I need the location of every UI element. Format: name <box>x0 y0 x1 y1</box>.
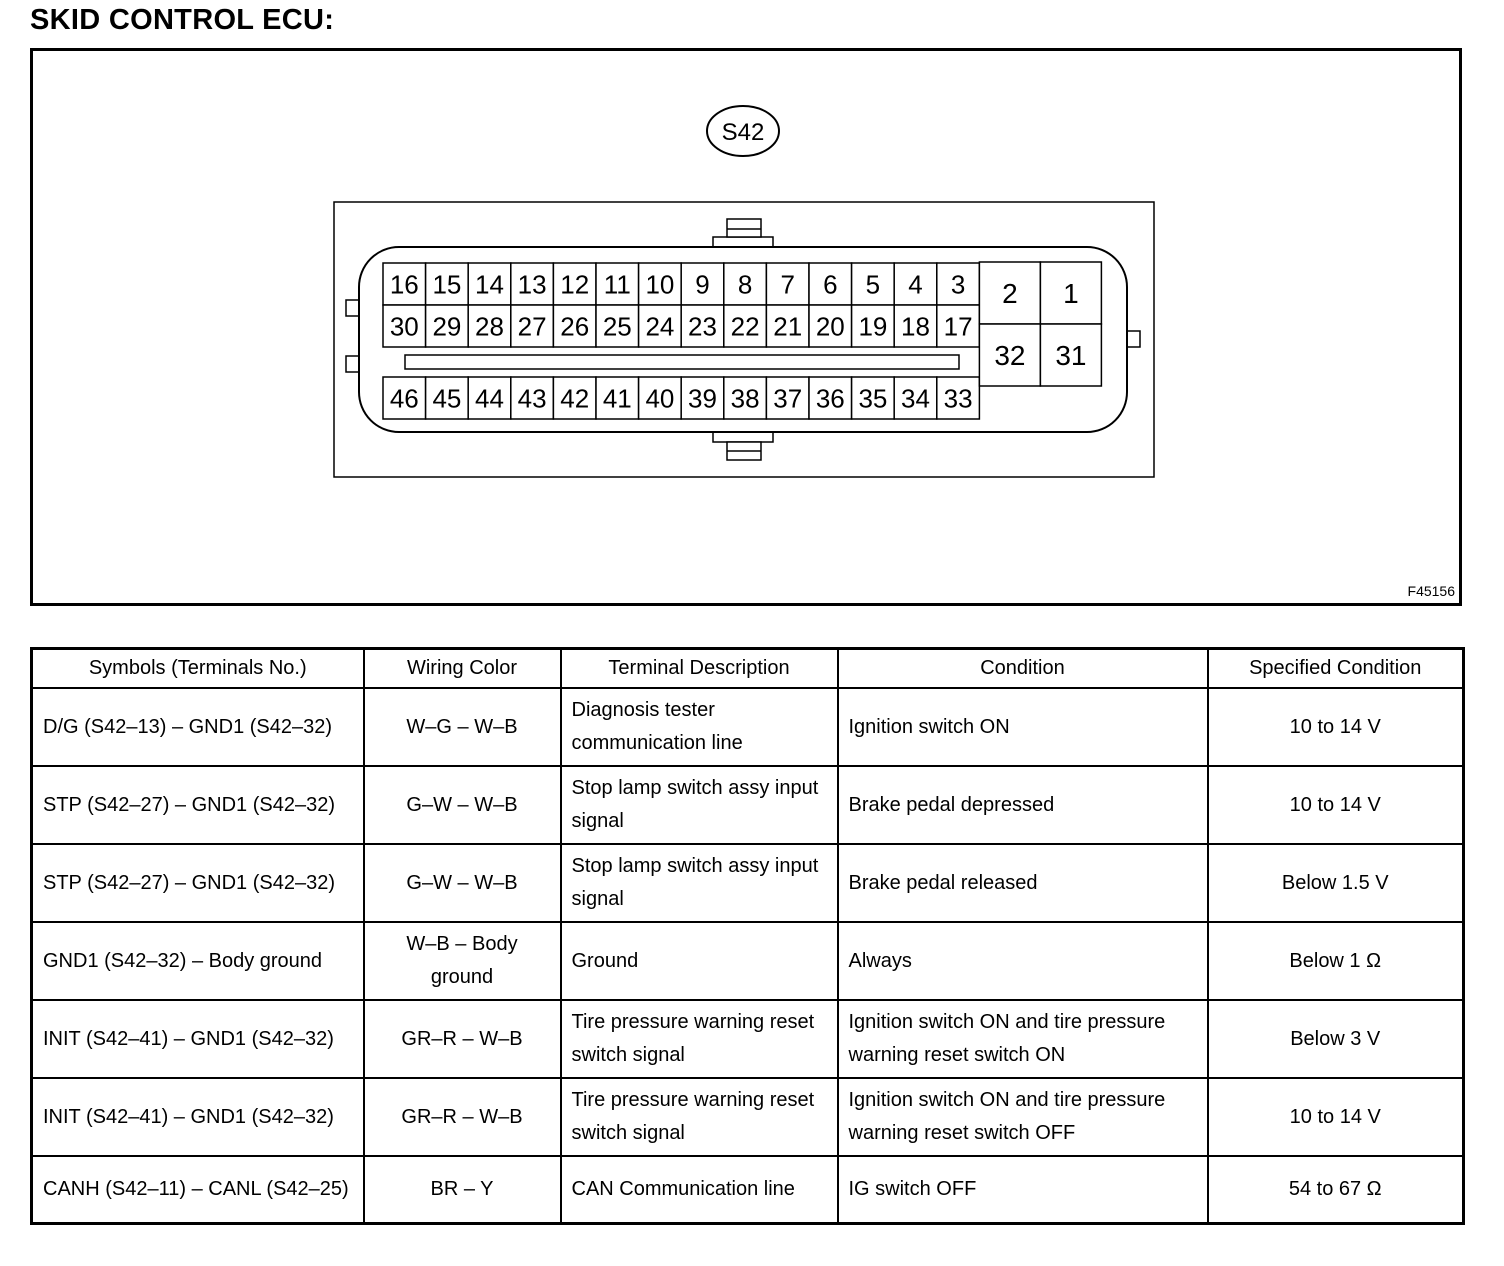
cell-condition: Brake pedal released <box>838 844 1208 922</box>
cell-condition: Ignition switch ON <box>838 688 1208 766</box>
terminal-17-label: 17 <box>943 311 973 342</box>
terminal-40-label: 40 <box>645 383 675 414</box>
cell-specified: 10 to 14 V <box>1208 688 1464 766</box>
terminal-14-label: 14 <box>475 269 504 300</box>
terminal-34-label: 34 <box>901 383 930 414</box>
cell-specified: 10 to 14 V <box>1208 766 1464 844</box>
terminal-19-label: 19 <box>858 311 888 342</box>
terminal-29-label: 29 <box>432 311 462 342</box>
terminal-spec-table <box>30 647 1465 1225</box>
cell-specified: 10 to 14 V <box>1208 1078 1464 1156</box>
terminal-36-label: 36 <box>815 383 845 414</box>
cell-condition: Brake pedal depressed <box>838 766 1208 844</box>
cell-condition: IG switch OFF <box>838 1156 1208 1223</box>
figure-code: F45156 <box>1407 583 1455 599</box>
table-row <box>32 1000 1464 1078</box>
terminal-30-label: 30 <box>389 311 419 342</box>
table-row <box>32 922 1464 1000</box>
cell-condition: Ignition switch ON and tire pressure warning reset switch OFF <box>838 1078 1208 1156</box>
cell-description: Stop lamp switch assy input signal <box>561 766 838 844</box>
cell-symbols: INIT (S42–41) – GND1 (S42–32) <box>32 1000 364 1078</box>
terminal-11-label: 11 <box>603 269 631 300</box>
header-symbols: Symbols (Terminals No.) <box>32 649 364 689</box>
header-specified-condition: Specified Condition <box>1208 649 1464 689</box>
terminal-38-label: 38 <box>730 383 760 414</box>
cell-specified: Below 3 V <box>1208 1000 1464 1078</box>
cell-symbols: STP (S42–27) – GND1 (S42–32) <box>32 766 364 844</box>
terminal-20-label: 20 <box>815 311 845 342</box>
terminal-12-label: 12 <box>560 269 590 300</box>
terminal-26-label: 26 <box>560 311 590 342</box>
cell-symbols: D/G (S42–13) – GND1 (S42–32) <box>32 688 364 766</box>
cell-wiring: BR – Y <box>364 1156 561 1223</box>
terminal-16-label: 16 <box>389 269 419 300</box>
connector-diagram <box>33 51 1459 603</box>
header-condition: Condition <box>838 649 1208 689</box>
left-tab-upper <box>346 300 360 316</box>
terminal-9-label: 9 <box>695 269 710 300</box>
terminal-18-label: 18 <box>901 311 930 342</box>
cell-wiring: W–B – Body ground <box>364 922 561 1000</box>
terminal-28-label: 28 <box>475 311 504 342</box>
terminal-44-label: 44 <box>475 383 504 414</box>
cell-description: Ground <box>561 922 838 1000</box>
terminal-35-label: 35 <box>858 383 888 414</box>
terminal-27-label: 27 <box>517 311 547 342</box>
cell-wiring: G–W – W–B <box>364 844 561 922</box>
page-title: SKID CONTROL ECU: <box>30 4 335 36</box>
cell-specified: 54 to 67 Ω <box>1208 1156 1464 1223</box>
center-slot <box>405 355 959 369</box>
cell-description: Tire pressure warning reset switch signal <box>561 1000 838 1078</box>
cell-condition: Ignition switch ON and tire pressure warning reset switch ON <box>838 1000 1208 1078</box>
table-row <box>32 1156 1464 1223</box>
terminal-41-label: 41 <box>602 383 632 414</box>
terminal-1-label: 1 <box>1063 278 1079 310</box>
terminal-25-label: 25 <box>602 311 632 342</box>
left-tab-lower <box>346 356 360 372</box>
terminal-23-label: 23 <box>688 311 717 342</box>
connector-id-label: S42 <box>721 119 765 146</box>
cell-condition: Always <box>838 922 1208 1000</box>
cell-wiring: GR–R – W–B <box>364 1078 561 1156</box>
terminal-4-label: 4 <box>908 269 923 300</box>
cell-description: Diagnosis tester communication line <box>561 688 838 766</box>
terminal-39-label: 39 <box>688 383 717 414</box>
terminal-5-label: 5 <box>865 269 881 300</box>
terminal-24-label: 24 <box>645 311 675 342</box>
cell-description: Stop lamp switch assy input signal <box>561 844 838 922</box>
bottom-latch <box>713 432 773 442</box>
table-header-row <box>32 649 1464 689</box>
cell-wiring: W–G – W–B <box>364 688 561 766</box>
table-row <box>32 688 1464 766</box>
table-row <box>32 766 1464 844</box>
cell-symbols: CANH (S42–11) – CANL (S42–25) <box>32 1156 364 1223</box>
cell-wiring: GR–R – W–B <box>364 1000 561 1078</box>
terminal-21-label: 21 <box>773 311 803 342</box>
terminal-3-label: 3 <box>950 269 966 300</box>
terminal-15-label: 15 <box>432 269 462 300</box>
terminal-46-label: 46 <box>389 383 419 414</box>
cell-description: CAN Communication line <box>561 1156 838 1223</box>
terminal-32-label: 32 <box>994 340 1026 372</box>
cell-symbols: STP (S42–27) – GND1 (S42–32) <box>32 844 364 922</box>
terminal-45-label: 45 <box>432 383 462 414</box>
cell-symbols: GND1 (S42–32) – Body ground <box>32 922 364 1000</box>
terminal-2-label: 2 <box>1002 278 1018 310</box>
table-row <box>32 1078 1464 1156</box>
cell-specified: Below 1.5 V <box>1208 844 1464 922</box>
terminal-6-label: 6 <box>823 269 838 300</box>
top-latch <box>713 237 773 247</box>
terminal-42-label: 42 <box>560 383 590 414</box>
connector-diagram-frame <box>30 48 1462 606</box>
terminal-33-label: 33 <box>943 383 973 414</box>
cell-description: Tire pressure warning reset switch signal <box>561 1078 838 1156</box>
terminal-10-label: 10 <box>645 269 675 300</box>
terminal-43-label: 43 <box>517 383 547 414</box>
terminal-22-label: 22 <box>730 311 760 342</box>
terminal-31-label: 31 <box>1055 340 1087 372</box>
cell-wiring: G–W – W–B <box>364 766 561 844</box>
terminal-7-label: 7 <box>780 269 795 300</box>
table-row <box>32 844 1464 922</box>
terminal-8-label: 8 <box>737 269 753 300</box>
header-wiring-color: Wiring Color <box>364 649 561 689</box>
cell-specified: Below 1 Ω <box>1208 922 1464 1000</box>
top-latch-tab <box>727 219 761 237</box>
header-terminal-description: Terminal Description <box>561 649 838 689</box>
right-tab <box>1126 331 1140 347</box>
terminal-37-label: 37 <box>773 383 803 414</box>
terminal-13-label: 13 <box>517 269 547 300</box>
cell-symbols: INIT (S42–41) – GND1 (S42–32) <box>32 1078 364 1156</box>
